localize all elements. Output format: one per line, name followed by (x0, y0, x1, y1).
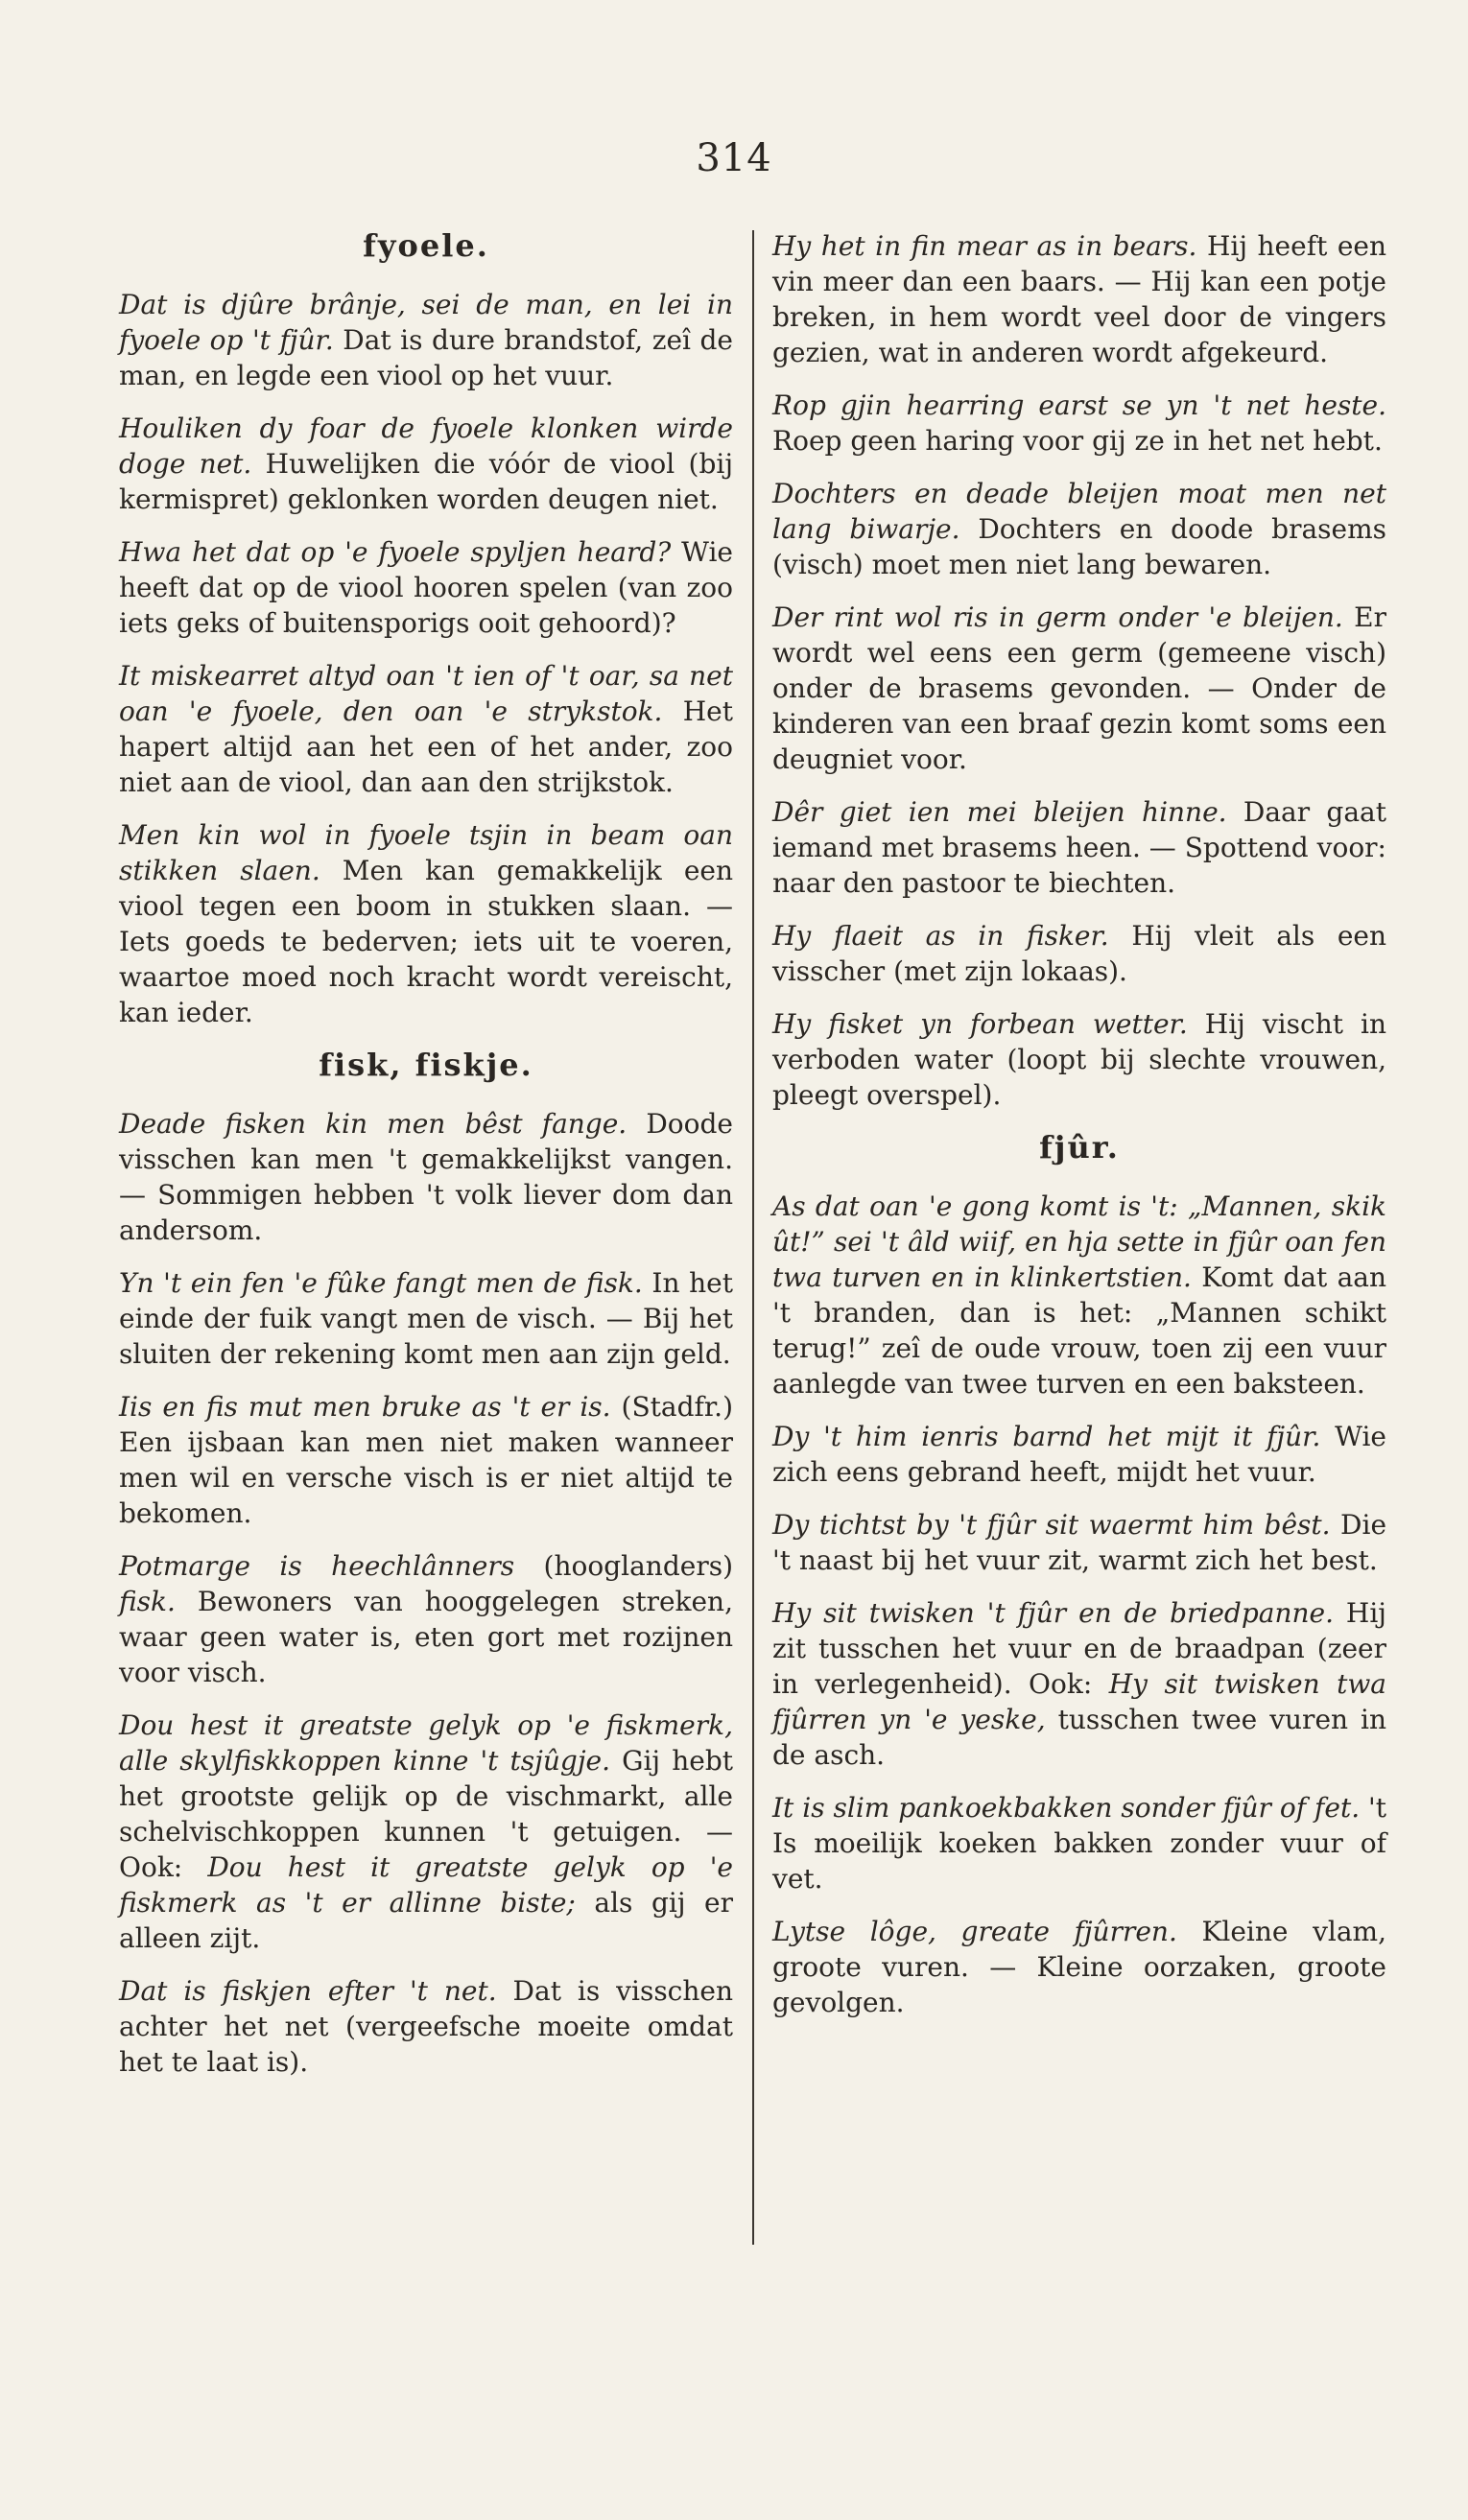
frisian-proverb: Rop gjin hearring earst se yn 't net heste. (772, 389, 1386, 421)
dutch-translation: Er wordt wel eens een germ (gemeene visch) onder de brasems gevonden. — Onder de kinderen van een braaf gezin komt soms een deugniet voor. (772, 601, 1386, 775)
dutch-translation: Gij hebt het grootste gelijk op de vischmarkt, alle schelvischkoppen kunnen 't getuigen. — Ook: (119, 1745, 733, 1883)
proverb-entry (772, 1419, 1386, 1490)
dutch-translation: Hij zit tusschen het vuur en de braadpan (zeer in verlegenheid). Ook: (772, 1597, 1386, 1700)
dutch-translation: In het einde der fuik vangt men de visch. — Bij het sluiten der rekening komt men aan zijn geld. (119, 1267, 734, 1370)
section-heading: fjûr. (1039, 1129, 1120, 1166)
proverb-entry (119, 817, 733, 1030)
dutch-translation: (hooglanders) (514, 1550, 733, 1582)
section-heading: fisk, fiskje. (319, 1047, 533, 1083)
frisian-proverb: It miskearret altyd oan 't ien of 't oar, sa net oan 'e fyoele, den oan 'e strykstok. (119, 660, 733, 727)
frisian-proverb: Potmarge is heechlânners (119, 1550, 515, 1582)
frisian-proverb: Lytse lôge, greate fjûrren. (772, 1916, 1177, 1947)
proverb-entry (119, 1973, 733, 2080)
dutch-translation-variant: tusschen twee vuren in de asch. (772, 1704, 1386, 1771)
dutch-translation: Hij vischt in verboden water (loopt bij slechte vrouwen, pleegt overspel). (772, 1008, 1387, 1111)
proverb-entry (772, 476, 1386, 582)
frisian-proverb-variant: Dou hest it greatste gelyk op 'e fiskmerk as 't er allinne biste; (119, 1851, 733, 1919)
frisian-proverb: Men kin wol in fyoele tsjin in beam oan stikken slaen. (119, 819, 733, 886)
proverb-entry (119, 534, 733, 641)
dutch-translation: Wie zich eens gebrand heeft, mijdt het vuur. (772, 1421, 1386, 1488)
proverb-entry (772, 388, 1386, 459)
frisian-proverb: Houliken dy foar de fyoele klonken wirde doge net. (119, 412, 733, 480)
proverb-entry (119, 1265, 733, 1372)
frisian-proverb: Hy sit twisken 't fjûr en de briedpanne. (772, 1597, 1334, 1629)
dutch-translation: 't Is moeilijk koeken bakken zonder vuur of vet. (772, 1792, 1386, 1895)
dutch-translation: Wie heeft dat op de viool hooren spelen (van zoo iets geks of buitensporigs ooit gehoord)? (119, 536, 733, 639)
frisian-proverb: Dy tichtst by 't fjûr sit waermt him bêst. (772, 1509, 1331, 1541)
proverb-entry (119, 1707, 733, 1956)
frisian-proverb-variant: fisk. (119, 1586, 176, 1617)
frisian-proverb: Dat is fiskjen efter 't net. (119, 1975, 497, 2007)
dutch-translation: Het hapert altijd aan het een of het ander, zoo niet aan de viool, dan aan den strijkstok. (119, 695, 733, 798)
proverb-entry (119, 287, 733, 393)
proverb-entry (772, 1595, 1386, 1773)
dutch-translation: Hij heeft een vin meer dan een baars. — Hij kan een potje breken, in hem wordt veel door de vingers gezien, wat in anderen wordt afgekeurd. (772, 230, 1386, 368)
proverb-entry (119, 1106, 733, 1248)
dutch-translation-variant: Bewoners van hooggelegen streken, waar geen water is, eten gort met rozijnen voor visch. (119, 1586, 733, 1688)
dutch-translation: Hij vleit als een visscher (met zijn lokaas). (772, 920, 1386, 987)
frisian-proverb: Dochters en deade bleijen moat men net lang biwarje. (772, 478, 1386, 545)
frisian-proverb: Dêr giet ien mei bleijen hinne. (772, 796, 1227, 828)
page-number: 314 (696, 136, 772, 180)
proverb-entry (772, 1507, 1386, 1578)
dutch-translation: Kleine vlam, groote vuren. — Kleine oorzaken, groote gevolgen. (772, 1916, 1386, 2018)
frisian-proverb: As dat oan 'e gong komt is 't: „Mannen, skik ût!” sei 't âld wiif, en hja sette in fjûr oan fen twa turven en in klinkertstien. (772, 1190, 1386, 1293)
frisian-proverb: Dy 't him ienris barnd het mijt it fjûr. (772, 1421, 1321, 1452)
proverb-entry (119, 1548, 733, 1690)
column-divider (752, 230, 754, 2245)
dutch-translation: Komt dat aan 't branden, dan is het: „Mannen schikt terug!” zeî de oude vrouw, toen zij een vuur aanlegde van twee turven en een baksteen. (772, 1261, 1386, 1400)
frisian-proverb: Hy fisket yn forbean wetter. (772, 1008, 1188, 1040)
frisian-proverb: Hwa het dat op 'e fyoele spyljen heard? (119, 536, 672, 568)
section-heading: fyoele. (363, 227, 489, 264)
frisian-proverb: It is slim pankoekbakken sonder fjûr of fet. (772, 1792, 1361, 1824)
dutch-translation-variant: als gij er alleen zijt. (119, 1887, 734, 1954)
frisian-proverb: Der rint wol ris in germ onder 'e bleijen. (772, 601, 1343, 633)
dutch-translation: Roep geen haring voor gij ze in het net hebt. (772, 425, 1383, 457)
dutch-translation: Doode visschen kan men 't gemakkelijkst vangen. — Sommigen hebben 't volk liever dom dan andersom. (119, 1108, 733, 1246)
dutch-translation: Die 't naast bij het vuur zit, warmt zich het best. (772, 1509, 1387, 1576)
proverb-entry (772, 1189, 1386, 1401)
frisian-proverb: Yn 't ein fen 'e fûke fangt men de fisk. (119, 1267, 643, 1299)
frisian-proverb: Dou hest it greatste gelyk op 'e fiskmerk, alle skylfiskkoppen kinne 't tsjûgje. (119, 1709, 733, 1777)
dutch-translation: Dat is visschen achter het net (vergeefsche moeite omdat het te laat is). (119, 1975, 733, 2078)
frisian-proverb-variant: Hy sit twisken twa fjûrren yn 'e yeske, (772, 1668, 1386, 1735)
proverb-entry (119, 658, 733, 800)
frisian-proverb: Dat is djûre brânje, sei de man, en lei in fyoele op 't fjûr. (119, 289, 733, 356)
proverb-entry (772, 600, 1386, 777)
frisian-proverb: Iis en fis mut men bruke as 't er is. (119, 1391, 611, 1423)
proverb-entry (772, 1790, 1386, 1896)
dutch-translation: Daar gaat iemand met brasems heen. — Spottend voor: naar den pastoor te biechten. (772, 796, 1386, 899)
proverb-entry (119, 1389, 733, 1531)
proverb-entry (772, 1914, 1386, 2020)
proverb-entry (119, 411, 733, 517)
proverb-entry (772, 794, 1386, 901)
dutch-translation: Dat is dure brandstof, zeî de man, en legde een viool op het vuur. (119, 324, 733, 391)
frisian-proverb: Hy het in fin mear as in bears. (772, 230, 1197, 262)
dutch-translation: Huwelijken die vóór de viool (bij kermispret) geklonken worden deugen niet. (119, 448, 734, 515)
dutch-translation: (Stadfr.) Een ijsbaan kan men niet maken wanneer men wil en versche visch is er niet altijd te bekomen. (119, 1391, 733, 1529)
proverb-entry (772, 918, 1386, 989)
proverb-entry (772, 1006, 1386, 1113)
dutch-translation: Dochters en doode brasems (visch) moet men niet lang bewaren. (772, 513, 1386, 580)
right-column (772, 228, 1386, 2037)
frisian-proverb: Hy flaeit as in fisker. (772, 920, 1109, 952)
dutch-translation: Men kan gemakkelijk een viool tegen een boom in stukken slaan. — Iets goeds te bederven; iets uit te voeren, waartoe moed noch kracht wordt vereischt, kan ieder. (119, 855, 733, 1028)
left-column (119, 228, 733, 2097)
frisian-proverb: Deade fisken kin men bêst fange. (119, 1108, 627, 1140)
proverb-entry (772, 228, 1386, 370)
